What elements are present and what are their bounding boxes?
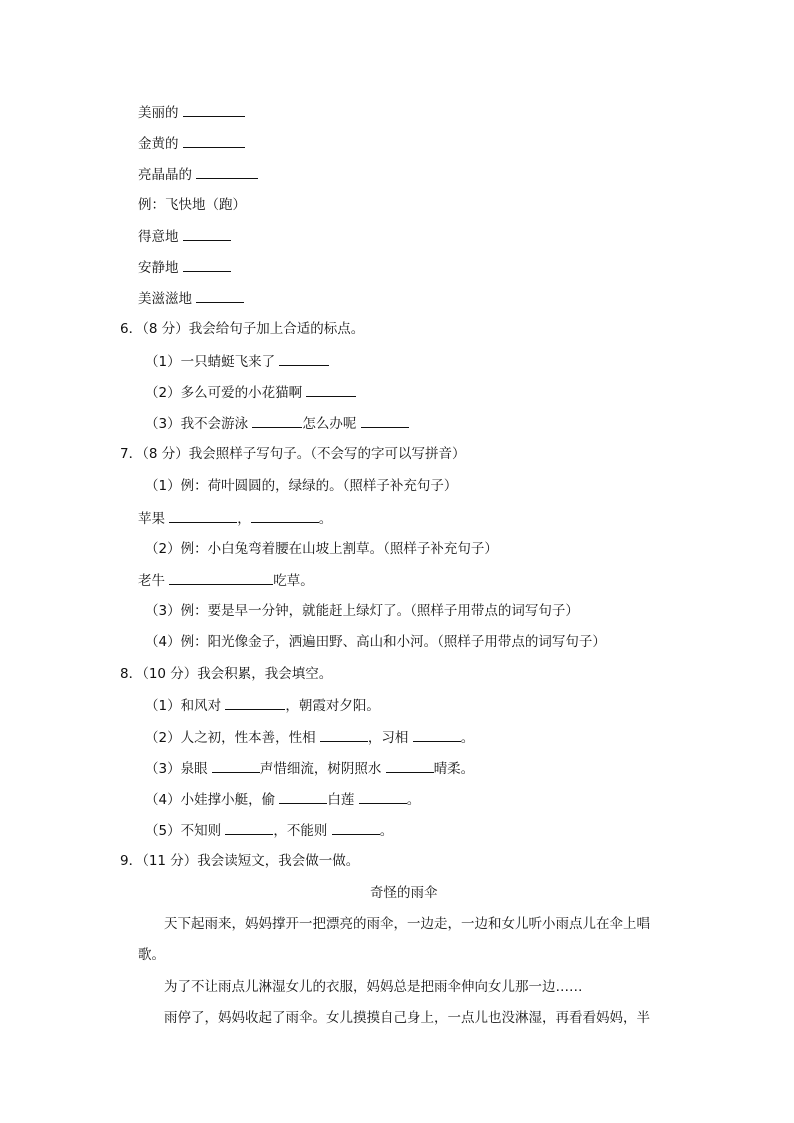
answer-blank[interactable]: [225, 695, 285, 710]
answer-blank[interactable]: [183, 102, 245, 117]
q8-line-1: [145, 695, 380, 716]
story-paragraph-1-cont: 歌。: [138, 947, 165, 963]
fill-text: ，朝霞对夕阳。: [285, 698, 380, 714]
answer-blank[interactable]: [332, 820, 380, 835]
fill-text: ，不能则: [273, 823, 328, 839]
fill-text: 声惜细流，树阴照水: [259, 761, 382, 777]
question-9-heading: 9．（11 分）我会读短文，我会做一做。: [120, 853, 360, 869]
answer-blank[interactable]: [183, 226, 231, 241]
answer-blank[interactable]: [196, 164, 258, 179]
fill-text: （5）不知则: [145, 823, 222, 839]
q7-example-2: （2）例：小白兔弯着腰在山坡上割草。（照样子补充句子）: [145, 541, 498, 557]
phrase-line-5: [138, 226, 231, 247]
q7-example-1: （1）例：荷叶圆圆的，绿绿的。（照样子补充句子）: [145, 478, 458, 494]
fill-text: 。: [406, 792, 421, 808]
phrase-example: [138, 195, 246, 215]
answer-suffix: 吃草。: [273, 573, 314, 589]
punctuation: 。: [318, 511, 333, 527]
phrase-label: 美丽的: [138, 105, 179, 121]
fill-text: 。: [379, 823, 394, 839]
story-paragraph-1: 天下起雨来，妈妈撑开一把漂亮的雨伞，一边走，一边和女儿听小雨点儿在伞上唱: [164, 916, 650, 932]
answer-blank[interactable]: [413, 727, 461, 742]
q8-line-5: [145, 820, 393, 841]
question-7-heading: 7．（8 分）我会照样子写句子。（不会写的字可以写拼音）: [120, 446, 466, 462]
answer-blank[interactable]: [212, 758, 260, 773]
fill-text: （3）泉眼: [145, 761, 208, 777]
answer-blank[interactable]: [252, 413, 302, 428]
phrase-line-1: [138, 102, 245, 123]
q6-sentence-1: [145, 351, 329, 372]
phrase-label: 得意地: [138, 229, 179, 245]
q7-example-3: （3）例：要是早一分钟，就能赶上绿灯了。（照样子用带点的词写句子）: [145, 603, 579, 619]
fill-text: （4）小娃撑小艇，偷: [145, 792, 276, 808]
answer-blank[interactable]: [169, 508, 237, 523]
story-title: 奇怪的雨伞: [370, 885, 438, 901]
answer-blank[interactable]: [320, 727, 368, 742]
answer-blank[interactable]: [251, 508, 319, 523]
sentence-text: （1）一只蜻蜓飞来了: [145, 354, 276, 370]
answer-blank[interactable]: [279, 351, 329, 366]
q8-line-4: [145, 789, 420, 810]
sentence-text: 怎么办呢: [302, 416, 357, 432]
q7-answer-1: [138, 508, 332, 529]
q6-sentence-3: [145, 413, 409, 434]
phrase-line-7: [138, 288, 244, 309]
phrase-label: 亮晶晶的: [138, 167, 192, 183]
answer-prefix: 老牛: [138, 573, 165, 589]
fill-text: 白莲: [327, 792, 355, 808]
story-paragraph-2: 为了不让雨点儿淋湿女儿的衣服，妈妈总是把雨伞伸向女儿那一边……: [164, 979, 583, 995]
answer-blank[interactable]: [196, 288, 244, 303]
fill-text: （2）人之初，性本善，性相: [145, 730, 316, 746]
phrase-line-3: [138, 164, 258, 185]
answer-blank[interactable]: [279, 789, 327, 804]
answer-prefix: 苹果: [138, 511, 165, 527]
answer-blank[interactable]: [225, 820, 273, 835]
phrase-label: 金黄的: [138, 136, 179, 152]
answer-blank[interactable]: [359, 789, 407, 804]
phrase-line-6: [138, 257, 231, 278]
punctuation: ，: [237, 511, 251, 527]
fill-text: 。: [460, 730, 475, 746]
q7-answer-2: [138, 570, 314, 591]
phrase-line-2: [138, 133, 245, 154]
answer-blank[interactable]: [361, 413, 409, 428]
story-paragraph-3: 雨停了，妈妈收起了雨伞。女儿摸摸自己身上，一点儿也没淋湿，再看看妈妈，半: [164, 1010, 650, 1026]
answer-blank[interactable]: [306, 382, 356, 397]
fill-text: 晴柔。: [433, 761, 475, 777]
question-6-heading: 6．（8 分）我会给句子加上合适的标点。: [120, 321, 365, 337]
q6-sentence-2: [145, 382, 356, 403]
q7-example-4: （4）例：阳光像金子，洒遍田野、高山和小河。（照样子用带点的词写句子）: [145, 634, 606, 650]
phrase-label: 美滋滋地: [138, 291, 192, 307]
sentence-text: （3）我不会游泳: [145, 416, 249, 432]
q8-line-3: [145, 758, 474, 779]
q8-line-2: [145, 727, 474, 748]
answer-blank[interactable]: [183, 257, 231, 272]
answer-blank[interactable]: [183, 133, 245, 148]
question-8-heading: 8．（10 分）我会积累，我会填空。: [120, 666, 333, 682]
fill-text: ，习相: [367, 730, 409, 746]
answer-blank[interactable]: [169, 570, 273, 585]
answer-blank[interactable]: [386, 758, 434, 773]
fill-text: （1）和风对: [145, 698, 222, 714]
example-text: 例：飞快地（跑）: [138, 197, 246, 213]
phrase-label: 安静地: [138, 260, 179, 276]
sentence-text: （2）多么可爱的小花猫啊: [145, 385, 303, 401]
